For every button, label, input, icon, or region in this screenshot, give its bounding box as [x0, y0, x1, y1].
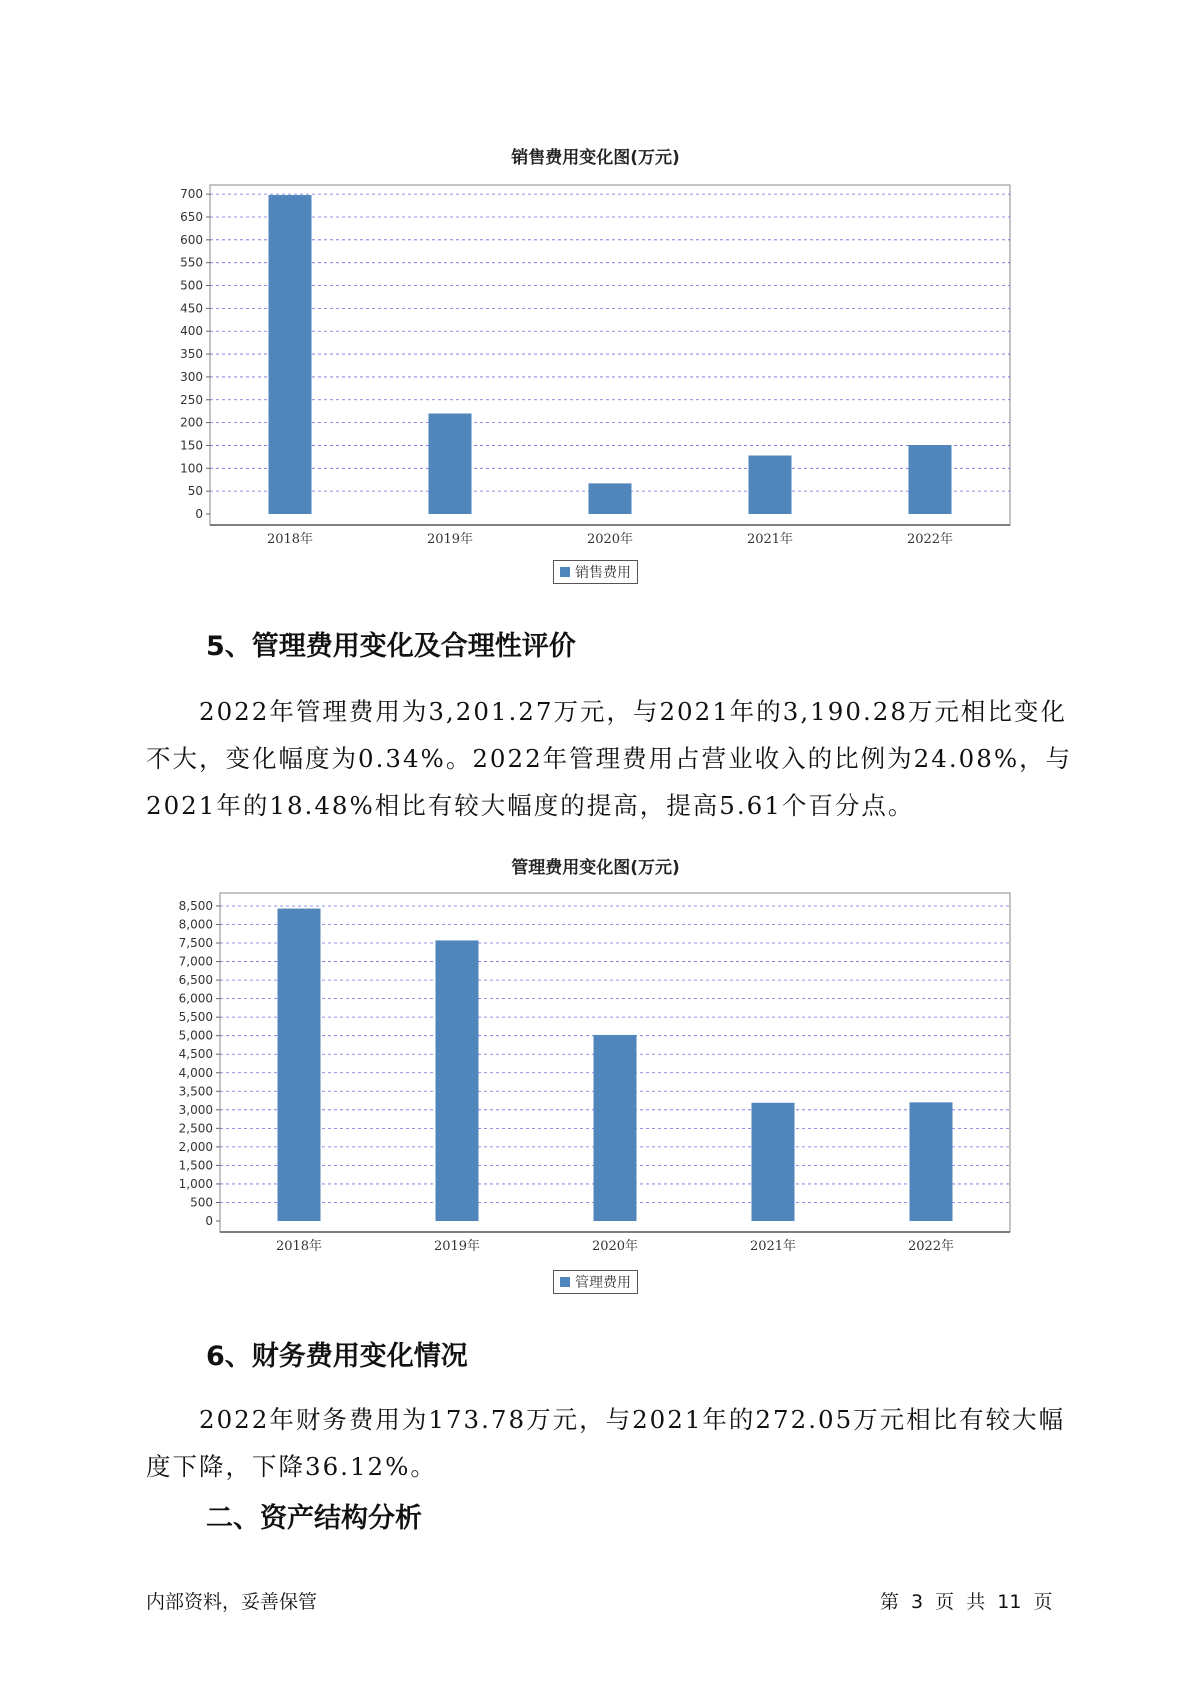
chart-title-management-expense: 管理费用变化图(万元) [511, 858, 680, 878]
y-tick-label: 650 [180, 209, 203, 224]
footer-page-number: 第 3 页 共 11 页 [880, 1591, 1053, 1613]
y-tick-label: 0 [195, 507, 203, 521]
x-tick-label: 2021年 [746, 532, 794, 547]
paragraph-financial-expense [146, 1396, 1066, 1490]
legend-label-management: 管理费用 [575, 1275, 631, 1291]
y-tick-label: 5,500 [178, 1010, 213, 1025]
x-tick-label: 2019年 [433, 1239, 481, 1254]
legend-swatch-icon [560, 1277, 570, 1287]
paragraph-line: 不大，变化幅度为0.34%。2022年管理费用占营业收入的比例为24.08%，与 [146, 744, 1073, 773]
y-tick-label: 350 [180, 347, 203, 362]
y-tick-label: 1,500 [178, 1158, 213, 1173]
chart-legend-management [553, 1270, 638, 1294]
legend-label-sales: 销售费用 [575, 565, 631, 581]
y-tick-label: 500 [180, 278, 203, 293]
y-tick-label: 600 [180, 232, 203, 247]
y-tick-label: 7,000 [178, 954, 213, 969]
bar [436, 940, 479, 1221]
paragraph-line: 度下降，下降36.12%。 [146, 1452, 437, 1481]
y-tick-label: 550 [180, 255, 203, 270]
x-tick-label: 2021年 [749, 1239, 797, 1254]
x-tick-label: 2020年 [586, 532, 634, 547]
y-tick-label: 200 [180, 415, 203, 430]
y-tick-label: 8,000 [178, 917, 213, 932]
paragraph-line: 2021年的18.48%相比有较大幅度的提高，提高5.61个百分点。 [146, 791, 915, 820]
section-heading-asset-structure: 二、资产结构分析 [206, 1503, 422, 1534]
x-tick-label: 2022年 [906, 532, 954, 547]
x-tick-label: 2018年 [266, 532, 314, 547]
y-tick-label: 50 [187, 484, 203, 499]
y-tick-label: 2,500 [178, 1121, 213, 1136]
y-tick-label: 5,000 [178, 1028, 213, 1043]
x-tick-label: 2022年 [907, 1239, 955, 1254]
y-tick-label: 3,500 [178, 1084, 213, 1099]
y-tick-label: 2,000 [178, 1139, 213, 1154]
y-tick-label: 0 [205, 1214, 213, 1228]
bar [752, 1103, 795, 1221]
y-tick-label: 3,000 [178, 1102, 213, 1117]
section-heading-management-expense: 5、管理费用变化及合理性评价 [206, 631, 576, 662]
y-tick-label: 450 [180, 301, 203, 316]
y-tick-label: 8,500 [178, 898, 213, 913]
y-tick-label: 1,000 [178, 1176, 213, 1191]
y-tick-label: 7,500 [178, 936, 213, 951]
y-tick-label: 6,000 [178, 991, 213, 1006]
x-tick-label: 2019年 [426, 532, 474, 547]
footer-confidential-note: 内部资料，妥善保管 [146, 1591, 318, 1613]
paragraph-line: 2022年管理费用为3,201.27万元，与2021年的3,190.28万元相比变化 [146, 697, 1067, 726]
x-tick-label: 2018年 [275, 1239, 323, 1254]
y-tick-label: 300 [180, 369, 203, 384]
y-tick-label: 400 [180, 324, 203, 339]
y-tick-label: 150 [180, 438, 203, 453]
y-tick-label: 250 [180, 392, 203, 407]
y-tick-label: 6,500 [178, 973, 213, 988]
y-tick-label: 4,500 [178, 1047, 213, 1062]
paragraph-line: 2022年财务费用为173.78万元，与2021年的272.05万元相比有较大幅 [146, 1405, 1066, 1434]
bar [594, 1035, 637, 1221]
x-tick-label: 2020年 [591, 1239, 639, 1254]
y-tick-label: 500 [190, 1195, 213, 1210]
y-tick-label: 4,000 [178, 1065, 213, 1080]
y-tick-label: 100 [180, 461, 203, 476]
chart-title-sales-expense: 销售费用变化图(万元) [511, 148, 680, 168]
bar [278, 909, 321, 1221]
section-heading-financial-expense: 6、财务费用变化情况 [206, 1341, 468, 1372]
bar [910, 1102, 953, 1221]
y-tick-label: 700 [180, 187, 203, 202]
